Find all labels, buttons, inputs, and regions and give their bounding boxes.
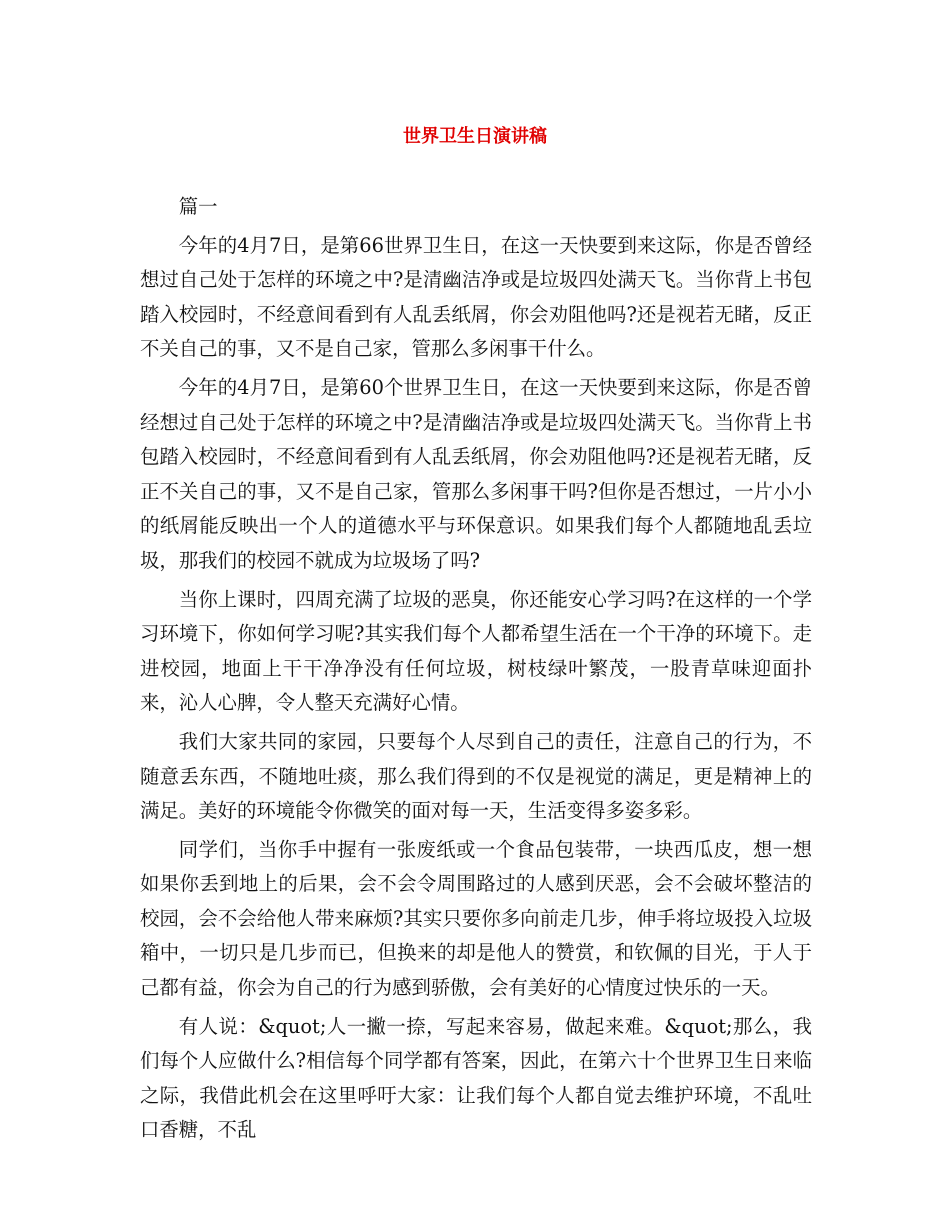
- paragraph: 有人说：&quot;人一撇一捺，写起来容易，做起来难。&quot;那么，我们每个人应做什么?相信每个同学都有答案，因此，在第六十个世界卫生日来临之际，我借此机会在这里呼吁大家：让我们每个人都自觉去维护环境，不乱吐口香糖，不乱: [140, 1014, 812, 1142]
- paragraph: 同学们，当你手中握有一张废纸或一个食品包装带，一块西瓜皮，想一想如果你丢到地上的后果，会不会令周围路过的人感到厌恶，会不会破坏整洁的校园，会不会给他人带来麻烦?其实只要你多向前走几步，伸手将垃圾投入垃圾箱中，一切只是几步而已，但换来的却是他人的赞赏，和钦佩的目光，于人于己都有益，你会为自己的行为感到骄傲，会有美好的心情度过快乐的一天。: [140, 837, 812, 1000]
- document-title: 世界卫生日演讲稿: [403, 126, 547, 147]
- section-heading: 篇一: [178, 195, 218, 218]
- paragraph: 当你上课时，四周充满了垃圾的恶臭，你还能安心学习吗?在这样的一个学习环境下，你如何学习呢?其实我们每个人都希望生活在一个干净的环境下。走进校园，地面上干干净净没有任何垃圾，树枝绿叶繁茂，一股青草味迎面扑来，沁人心脾，令人整天充满好心情。: [140, 587, 812, 715]
- paragraph: 今年的4月7日，是第66世界卫生日，在这一天快要到来这际，你是否曾经想过自己处于怎样的环境之中?是清幽洁净或是垃圾四处满天飞。当你背上书包踏入校园时，不经意间看到有人乱丢纸屑，你会劝阻他吗?还是视若无睹，反正不关自己的事，又不是自己家，管那么多闲事干什么。: [140, 233, 812, 361]
- document-body: [140, 190, 812, 1152]
- paragraph: 我们大家共同的家园，只要每个人尽到自己的责任，注意自己的行为，不随意丢东西，不随地吐痰，那么我们得到的不仅是视觉的满足，更是精神上的满足。美好的环境能令你微笑的面对每一天，生活变得多姿多彩。: [140, 729, 812, 823]
- paragraph: 今年的4月7日，是第60个世界卫生日，在这一天快要到来这际，你是否曾经想过自己处于怎样的环境之中?是清幽洁净或是垃圾四处满天飞。当你背上书包踏入校园时，不经意间看到有人乱丢纸屑，你会劝阻他吗?还是视若无睹，反正不关自己的事，又不是自己家，管那么多闲事干吗?但你是否想过，一片小小的纸屑能反映出一个人的道德水平与环保意识。如果我们每个人都随地乱丢垃圾，那我们的校园不就成为垃圾场了吗?: [140, 375, 812, 572]
